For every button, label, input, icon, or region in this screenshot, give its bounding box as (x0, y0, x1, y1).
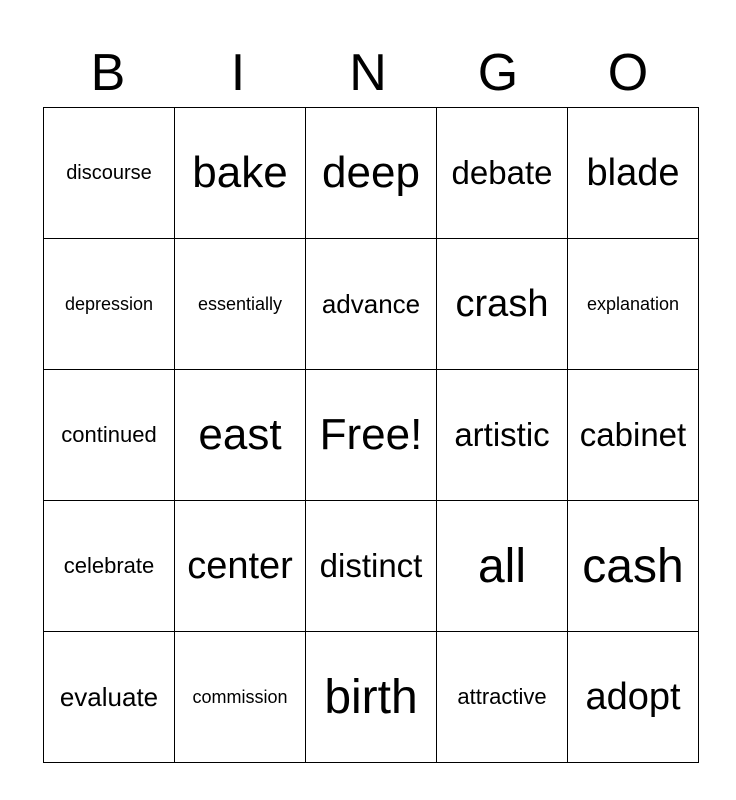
board-cell: commission (175, 632, 306, 763)
board-cell: cabinet (568, 370, 699, 501)
board-cell: essentially (175, 239, 306, 370)
board-cell: continued (44, 370, 175, 501)
board-row (44, 370, 699, 501)
header-letter-g: G (477, 44, 519, 102)
board-cell: cash (568, 501, 699, 632)
board-row (44, 108, 699, 239)
bingo-board (43, 107, 699, 763)
board-cell: center (175, 501, 306, 632)
board-cell: celebrate (44, 501, 175, 632)
header-letter-n: N (349, 44, 387, 102)
board-cell: attractive (437, 632, 568, 763)
board-cell: all (437, 501, 568, 632)
board-cell: adopt (568, 632, 699, 763)
header-letter-b: B (90, 44, 126, 102)
board-cell: advance (306, 239, 437, 370)
board-cell: discourse (44, 108, 175, 239)
header-letter-i: I (230, 44, 246, 102)
bingo-header (43, 40, 693, 106)
board-row (44, 501, 699, 632)
board-cell: depression (44, 239, 175, 370)
board-row (44, 239, 699, 370)
board-cell: bake (175, 108, 306, 239)
free-space: Free! (306, 370, 437, 501)
board-cell: evaluate (44, 632, 175, 763)
board-cell: blade (568, 108, 699, 239)
board-cell: birth (306, 632, 437, 763)
board-cell: debate (437, 108, 568, 239)
board-cell: artistic (437, 370, 568, 501)
board-cell: east (175, 370, 306, 501)
board-cell: distinct (306, 501, 437, 632)
board-cell: explanation (568, 239, 699, 370)
board-cell: crash (437, 239, 568, 370)
header-letter-o: O (607, 44, 649, 102)
board-cell: deep (306, 108, 437, 239)
board-row (44, 632, 699, 763)
